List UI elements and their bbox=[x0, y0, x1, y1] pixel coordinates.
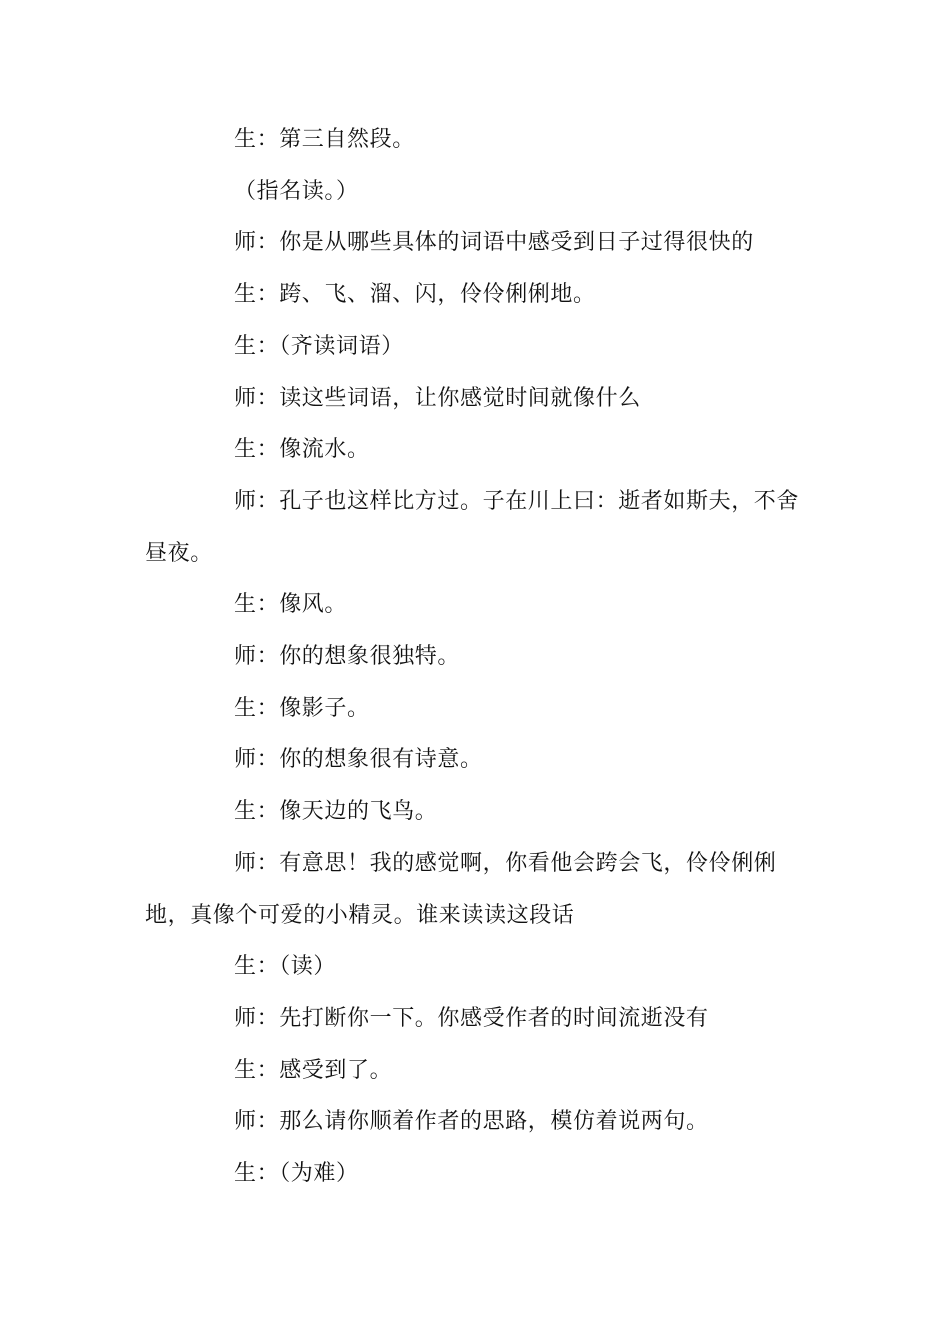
paragraph: 生：（为难） bbox=[234, 1161, 359, 1187]
paragraph: 师：孔子也这样比方过。子在川上曰：逝者如斯夫，不舍昼夜。 bbox=[145, 488, 800, 566]
paragraph: 生：像影子。 bbox=[234, 695, 370, 721]
paragraph: 师：你的想象很有诗意。 bbox=[234, 747, 483, 773]
paragraph: 生：第三自然段。 bbox=[234, 127, 415, 152]
paragraph: 师：你的想象很独特。 bbox=[234, 644, 461, 670]
paragraph: 师：读这些词语，让你感觉时间就像什么 bbox=[234, 385, 641, 411]
paragraph: 生：（读） bbox=[234, 954, 337, 980]
dialogue-transcript bbox=[145, 114, 805, 1200]
paragraph: 师：先打断你一下。你感受作者的时间流逝没有 bbox=[234, 1005, 709, 1031]
paragraph: 师：有意思！我的感觉啊，你看他会跨会飞，伶伶俐俐地，真像个可爱的小精灵。谁来读读这段话 bbox=[145, 850, 777, 928]
paragraph: 师：你是从哪些具体的词语中感受到日子过得很快的 bbox=[234, 230, 754, 256]
paragraph: 生：感受到了。 bbox=[234, 1057, 393, 1083]
paragraph: 生：像天边的飞鸟。 bbox=[234, 799, 438, 825]
paragraph: 生：像流水。 bbox=[234, 437, 370, 463]
paragraph: （指名读。） bbox=[234, 178, 359, 204]
paragraph: 生：（齐读词语） bbox=[234, 333, 404, 359]
paragraph: 生：像风。 bbox=[234, 592, 348, 618]
paragraph: 生：跨、飞、溜、闪，伶伶俐俐地。 bbox=[234, 282, 596, 308]
paragraph: 师：那么请你顺着作者的思路，模仿着说两句。 bbox=[234, 1109, 709, 1135]
